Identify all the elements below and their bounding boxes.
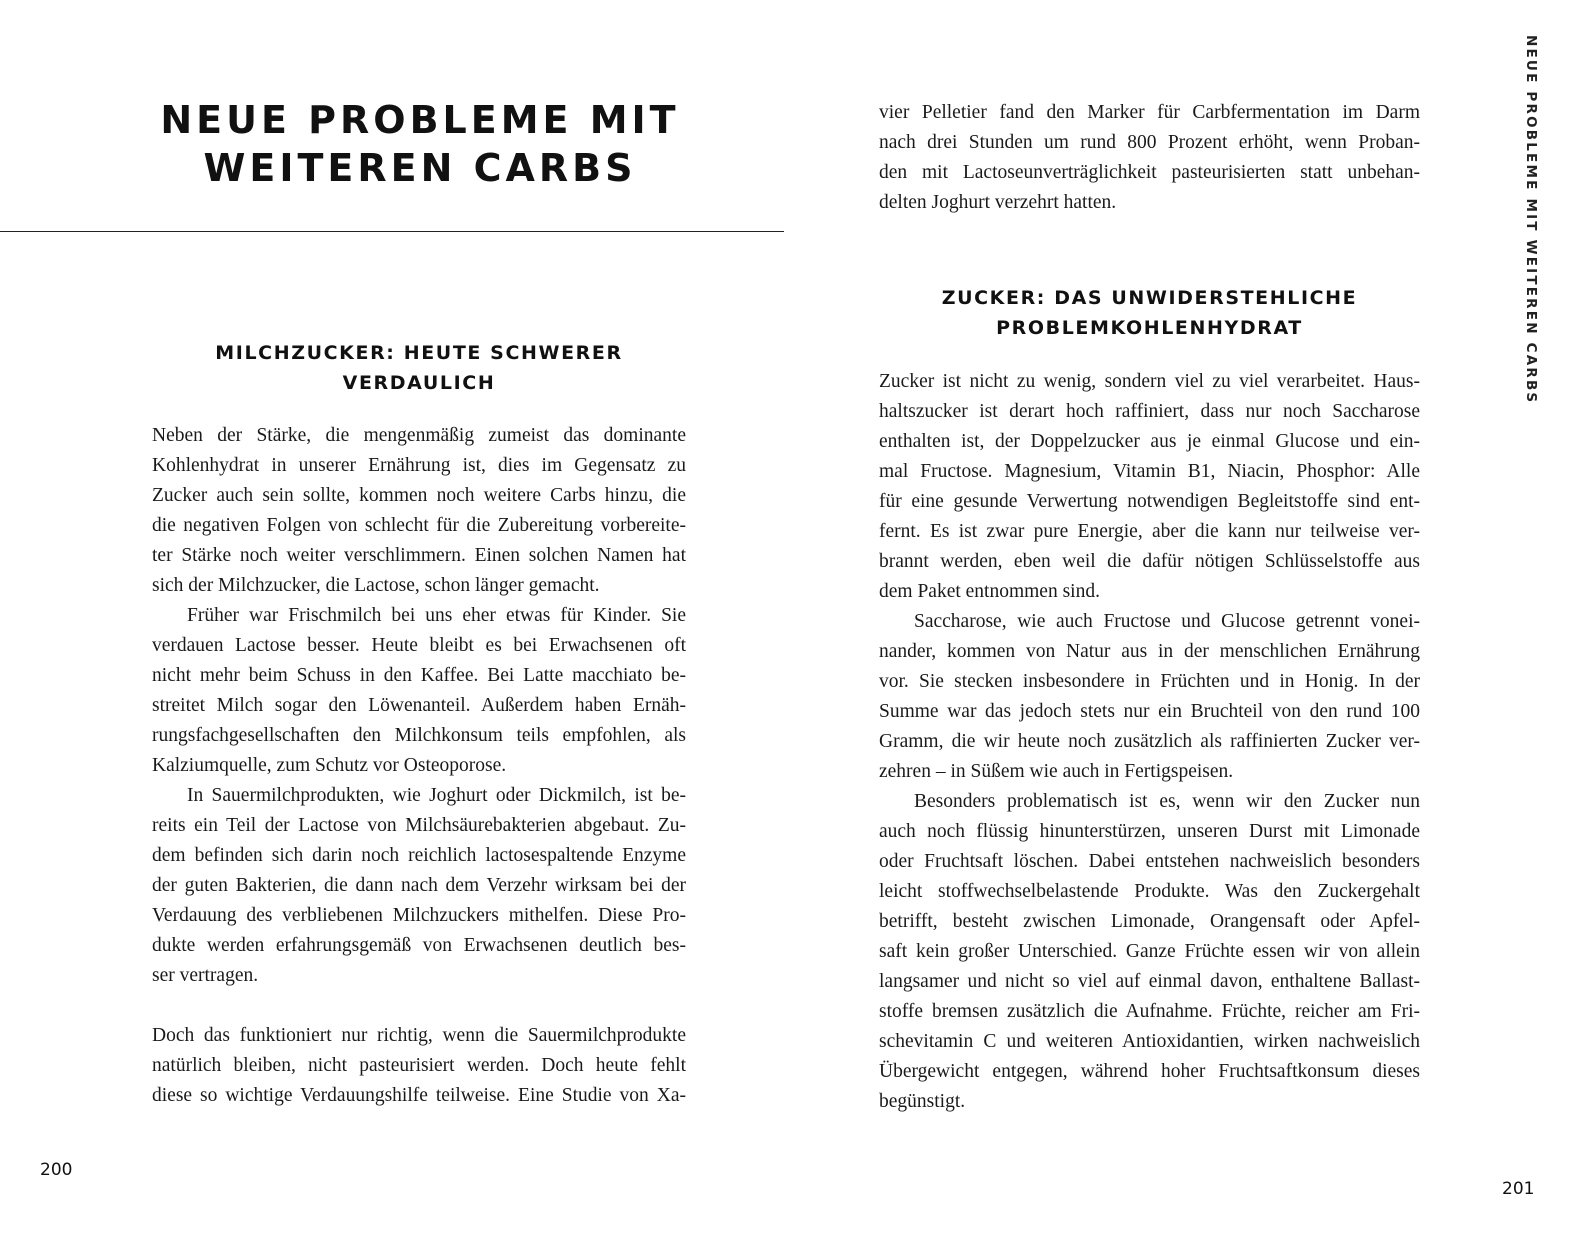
text-line: dem befinden sich darin noch reichlich lactosespaltende Enzyme: [152, 845, 686, 866]
text-line: rungsfachgesellschaften den Milchkonsum teils empfohlen, als: [152, 725, 686, 746]
text-line: Verdauung des verbliebenen Milchzuckers mithelfen. Diese Pro-: [152, 905, 686, 926]
paragraph: [879, 787, 1420, 1117]
paragraph: [152, 1021, 686, 1111]
paragraph-gap: [152, 991, 686, 1021]
text-line: zehren – in Süßem wie auch in Fertigspeisen.: [879, 761, 1234, 782]
page-number-left: 200: [40, 1160, 73, 1180]
text-line: der guten Bakterien, die dann nach dem Verzehr wirksam bei der: [152, 875, 686, 896]
text-line: Kohlenhydrat in unserer Ernährung ist, dies im Gegensatz zu: [152, 455, 686, 476]
text-line: den mit Lactoseunverträglichkeit pasteurisierten statt unbehan-: [879, 162, 1420, 183]
section-heading-line: PROBLEMKOHLENHYDRAT: [996, 317, 1303, 339]
chapter-title: [80, 96, 760, 192]
text-line: reits ein Teil der Lactose von Milchsäurebakterien abgebaut. Zu-: [152, 815, 686, 836]
title-divider: [0, 231, 784, 232]
section-heading-zucker: [879, 283, 1420, 343]
text-line: fernt. Es ist zwar pure Energie, aber die kann nur teilweise ver-: [879, 521, 1420, 542]
paragraph: [152, 421, 686, 601]
text-line: In Sauermilchprodukten, wie Joghurt oder Dickmilch, ist be-: [187, 785, 686, 806]
text-line: Summe war das jedoch stets nur ein Bruchteil von den rund 100: [879, 701, 1420, 722]
text-line: Zucker ist nicht zu wenig, sondern viel zu viel verarbeitet. Haus-: [879, 371, 1420, 392]
section-heading-line: VERDAULICH: [342, 372, 496, 394]
text-line: für eine gesunde Verwertung notwendigen Begleitstoffe sind ent-: [879, 491, 1420, 512]
text-line: nicht mehr beim Schuss in den Kaffee. Bei Latte macchiato be-: [152, 665, 686, 686]
text-line: auch noch flüssig hinunterstürzen, unseren Durst mit Limonade: [879, 821, 1420, 842]
text-line: nach drei Stunden um rund 800 Prozent erhöht, wenn Proban-: [879, 132, 1420, 153]
right-intro-text: [879, 98, 1420, 218]
text-line: langsamer und nicht so viel auf einmal davon, enthaltene Ballast-: [879, 971, 1420, 992]
text-line: mal Fructose. Magnesium, Vitamin B1, Niacin, Phosphor: Alle: [879, 461, 1420, 482]
text-line: enthalten ist, der Doppelzucker aus je einmal Glucose und ein-: [879, 431, 1420, 452]
text-line: vor. Sie stecken insbesondere in Früchten und in Honig. In der: [879, 671, 1420, 692]
text-line: ser vertragen.: [152, 965, 259, 986]
text-line: dem Paket entnommen sind.: [879, 581, 1100, 602]
text-line: diese so wichtige Verdauungshilfe teilweise. Eine Studie von Xa-: [152, 1085, 686, 1106]
paragraph: [152, 601, 686, 781]
text-line: Saccharose, wie auch Fructose und Glucose getrennt vonei-: [914, 611, 1420, 632]
chapter-title-line: WEITEREN CARBS: [203, 146, 637, 190]
text-line: Besonders problematisch ist es, wenn wir den Zucker nun: [914, 791, 1420, 812]
text-line: verdauen Lactose besser. Heute bleibt es bei Erwachsenen oft: [152, 635, 686, 656]
text-line: dukte werden erfahrungsgemäß von Erwachsenen deutlich bes-: [152, 935, 686, 956]
text-line: delten Joghurt verzehrt hatten.: [879, 192, 1117, 213]
paragraph: [152, 781, 686, 991]
text-line: Neben der Stärke, die mengenmäßig zumeist das dominante: [152, 425, 686, 446]
text-line: oder Fruchtsaft löschen. Dabei entstehen nachweislich besonders: [879, 851, 1420, 872]
right-body-text: [879, 367, 1420, 1117]
paragraph: [879, 98, 1420, 218]
text-line: Doch das funktioniert nur richtig, wenn die Sauermilchprodukte: [152, 1025, 686, 1046]
text-line: ter Stärke noch weiter verschlimmern. Einen solchen Namen hat: [152, 545, 686, 566]
text-line: streitet Milch sogar den Löwenanteil. Außerdem haben Ernäh-: [152, 695, 686, 716]
text-line: die negativen Folgen von schlecht für die Zubereitung vorbereite-: [152, 515, 686, 536]
section-heading-milchzucker: [152, 338, 686, 398]
left-body-text: [152, 421, 686, 1111]
text-line: saft kein großer Unterschied. Ganze Früchte essen wir von allein: [879, 941, 1420, 962]
text-line: leicht stoffwechselbelastende Produkte. Was den Zuckergehalt: [879, 881, 1420, 902]
paragraph: [879, 367, 1420, 607]
running-head: [1513, 35, 1543, 405]
text-line: schevitamin C und weiteren Antioxidantien, wirken nachweislich: [879, 1031, 1420, 1052]
text-line: stoffe bremsen zusätzlich die Aufnahme. Früchte, reicher am Fri-: [879, 1001, 1420, 1022]
text-line: Zucker auch sein sollte, kommen noch weitere Carbs hinzu, die: [152, 485, 686, 506]
running-head-text: NEUE PROBLEME MIT WEITEREN CARBS: [1523, 35, 1539, 405]
text-line: natürlich bleiben, nicht pasteurisiert werden. Doch heute fehlt: [152, 1055, 686, 1076]
text-line: begünstigt.: [879, 1091, 966, 1112]
section-heading-line: MILCHZUCKER: HEUTE SCHWERER: [215, 342, 623, 364]
text-line: Kalziumquelle, zum Schutz vor Osteoporose.: [152, 755, 507, 776]
text-line: nander, kommen von Natur aus in der menschlichen Ernährung: [879, 641, 1420, 662]
text-line: haltszucker ist derart hoch raffiniert, dass nur noch Saccharose: [879, 401, 1420, 422]
text-line: sich der Milchzucker, die Lactose, schon länger gemacht.: [152, 575, 600, 596]
text-line: vier Pelletier fand den Marker für Carbfermentation im Darm: [879, 102, 1420, 123]
text-line: Früher war Frischmilch bei uns eher etwas für Kinder. Sie: [187, 605, 686, 626]
page-number-right: 201: [1502, 1179, 1535, 1199]
section-heading-line: ZUCKER: DAS UNWIDERSTEHLICHE: [941, 287, 1358, 309]
text-line: brannt werden, eben weil die dafür nötigen Schlüsselstoffe aus: [879, 551, 1420, 572]
text-line: betrifft, besteht zwischen Limonade, Orangensaft oder Apfel-: [879, 911, 1420, 932]
paragraph: [879, 607, 1420, 787]
chapter-title-line: NEUE PROBLEME MIT: [160, 98, 680, 142]
text-line: Übergewicht entgegen, während hoher Fruchtsaftkonsum dieses: [879, 1061, 1420, 1082]
text-line: Gramm, die wir heute noch zusätzlich als raffinierten Zucker ver-: [879, 731, 1420, 752]
